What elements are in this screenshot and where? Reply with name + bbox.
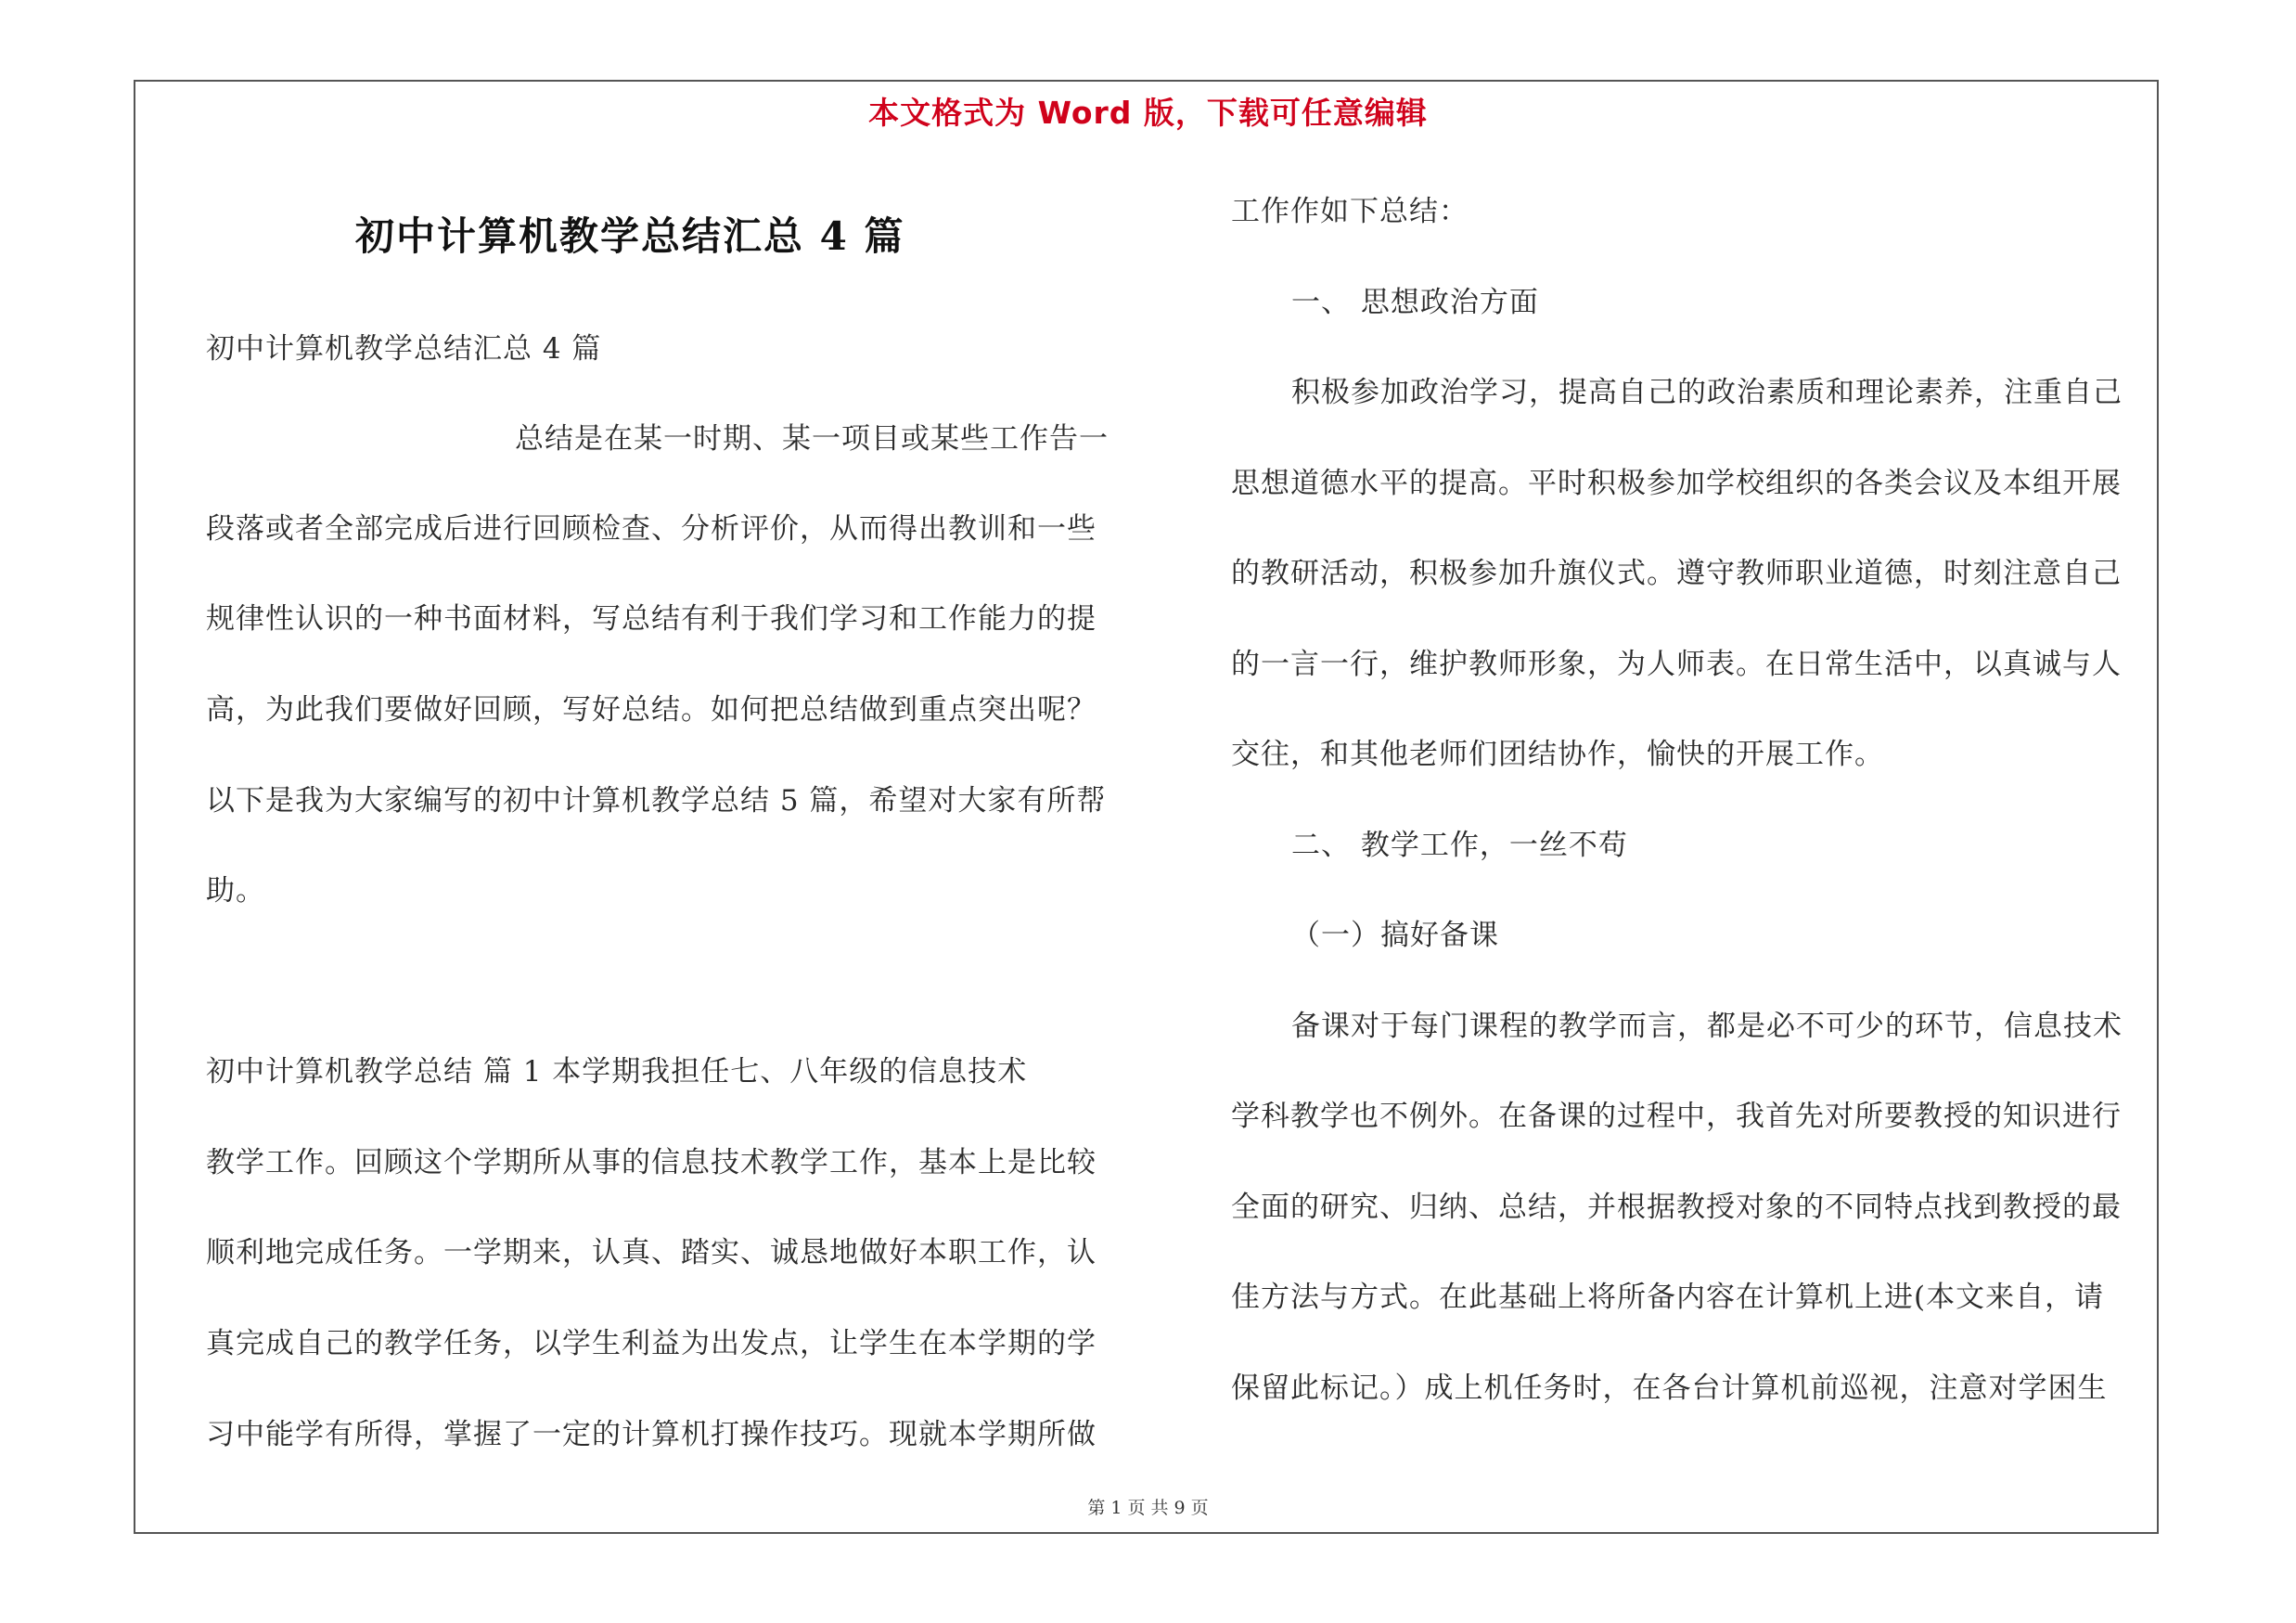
- left-line: 段落或者全部完成后进行回顾检查、分析评价，从而得出教训和一些: [206, 512, 1097, 546]
- right-line: 交往，和其他老师们团结协作，愉快的开展工作。: [1231, 738, 1884, 771]
- document-title: 初中计算机教学总结汇总 4 篇: [355, 213, 905, 259]
- left-line: 初中计算机教学总结汇总 4 篇: [206, 332, 602, 366]
- format-banner: 本文格式为 Word 版，下载可任意编辑: [868, 95, 1428, 131]
- right-line: 一、 思想政治方面: [1291, 286, 1539, 319]
- page-number: 第 1 页 共 9 页: [1087, 1498, 1209, 1518]
- left-line: 顺利地完成任务。一学期来，认真、踏实、诚恳地做好本职工作，认: [206, 1236, 1097, 1269]
- right-line: 佳方法与方式。在此基础上将所备内容在计算机上进(本文来自，请: [1231, 1281, 2105, 1314]
- right-line: 积极参加政治学习，提高自己的政治素质和理论素养，注重自己: [1291, 376, 2123, 409]
- right-line: 全面的研究、归纳、总结，并根据教授对象的不同特点找到教授的最: [1231, 1191, 2122, 1224]
- left-line: 助。: [206, 874, 265, 908]
- left-line: 真完成自己的教学任务，以学生利益为出发点，让学生在本学期的学: [206, 1327, 1097, 1360]
- left-line: 初中计算机教学总结 篇 1 本学期我担任七、八年级的信息技术: [206, 1055, 1028, 1088]
- left-line: 习中能学有所得，掌握了一定的计算机打操作技巧。现就本学期所做: [206, 1418, 1097, 1451]
- right-line: 保留此标记。）成上机任务时，在各台计算机前巡视，注意对学困生: [1231, 1372, 2108, 1405]
- right-line: 工作作如下总结：: [1231, 195, 1469, 228]
- left-line: 总结是在某一时期、某一项目或某些工作告一: [515, 422, 1109, 456]
- right-line: 思想道德水平的提高。平时积极参加学校组织的各类会议及本组开展: [1231, 467, 2122, 500]
- right-line: 学科教学也不例外。在备课的过程中，我首先对所要教授的知识进行: [1231, 1100, 2122, 1133]
- right-line: 的教研活动，积极参加升旗仪式。遵守教师职业道德，时刻注意自己: [1231, 557, 2122, 590]
- left-line: 规律性认识的一种书面材料，写总结有利于我们学习和工作能力的提: [206, 602, 1097, 636]
- left-line: 以下是我为大家编写的初中计算机教学总结 5 篇，希望对大家有所帮: [206, 784, 1107, 818]
- left-line: 教学工作。回顾这个学期所从事的信息技术教学工作，基本上是比较: [206, 1146, 1097, 1179]
- right-line: 备课对于每门课程的教学而言，都是必不可少的环节，信息技术: [1291, 1010, 2123, 1043]
- right-line: 二、 教学工作，一丝不苟: [1291, 829, 1628, 862]
- right-line: 的一言一行，维护教师形象，为人师表。在日常生活中，以真诚与人: [1231, 648, 2122, 681]
- left-line: 高，为此我们要做好回顾，写好总结。如何把总结做到重点突出呢？: [206, 693, 1097, 727]
- right-line: （一）搞好备课: [1291, 919, 1499, 952]
